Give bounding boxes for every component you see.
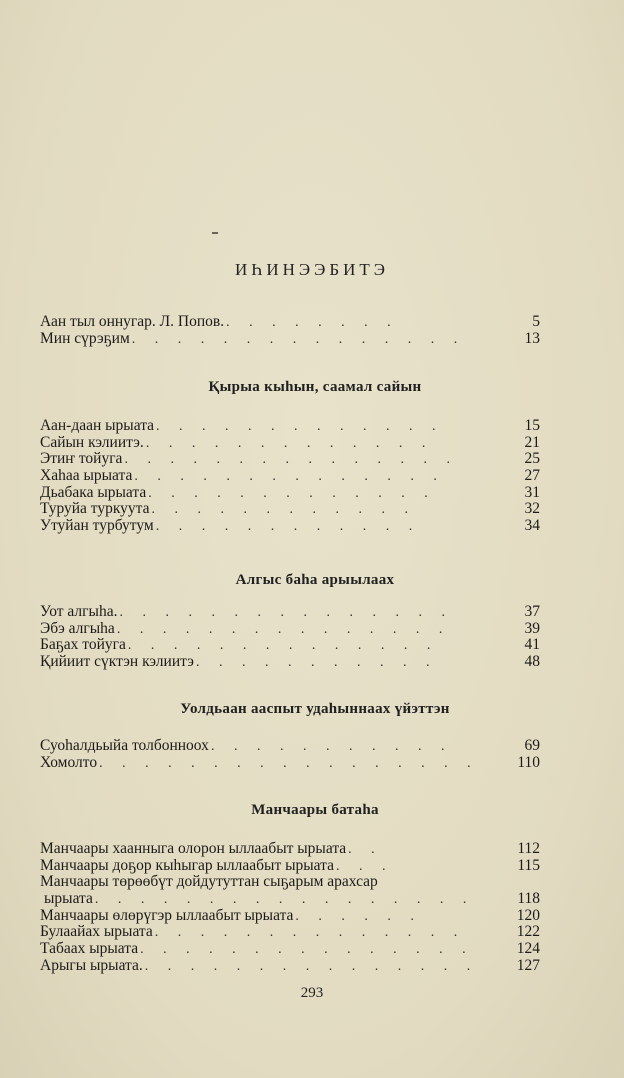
toc-entry (40, 841, 540, 858)
toc-entry-title: Мин сүрэҕим (40, 329, 130, 347)
toc-entry-title: Уот алгыһа. (40, 603, 118, 620)
toc-entry (40, 314, 540, 331)
toc-entry-page: 25 (524, 450, 540, 468)
toc-section-3 (40, 738, 540, 771)
toc-leader-dots: . . . . . . . . . . . . (151, 502, 417, 518)
toc-entry-page: 118 (517, 890, 540, 908)
toc-entry-title: Сайын кэлиитэ. (40, 433, 144, 451)
toc-leader-dots: . . . . . . . . . . . . . (156, 419, 444, 434)
toc-entry-title: Табаах ырыата (40, 940, 139, 958)
toc-entry (40, 924, 540, 941)
toc-leader-dots: . . . . . . . . . . . . . (148, 485, 436, 501)
toc-leader-dots: . . . . . . . . . . . . . . . . . (94, 892, 475, 908)
toc-entry (40, 621, 540, 638)
toc-leader-dots: . . . . . . . . . . . . . . . (131, 331, 466, 347)
toc-entry (40, 755, 540, 772)
toc-entry-title: Аан тыл оннугар. Л. Попов. (40, 313, 225, 330)
toc-entry (40, 435, 540, 452)
toc-entry (40, 468, 540, 485)
toc-entry-title: Этиҥ тойуга (40, 450, 123, 468)
toc-entry-title: ырыата (44, 890, 93, 908)
toc-entry-title: Манчаары хаанныга олорон ыллаабыт ырыата (40, 840, 347, 857)
toc-entry (40, 331, 540, 348)
toc-entry-page: 110 (517, 753, 540, 771)
toc-leader-dots: . . . . . . . . (226, 315, 399, 330)
toc-leader-dots: . . . . . . . . . . . . . . . (124, 452, 458, 468)
toc-entry-title: Булаайах ырыата (40, 923, 153, 941)
toc-entry-title: Эбэ алгыһа (40, 619, 115, 637)
toc-entry-page: 32 (524, 500, 540, 518)
toc-entry-page: 27 (524, 467, 540, 485)
toc-entry-page: 69 (524, 737, 540, 754)
toc-section-4 (40, 841, 540, 975)
toc-entry-title: Утуйан турбутум (40, 517, 154, 535)
toc-entry-title: Туруйа туркуута (40, 500, 150, 518)
toc-entry (40, 891, 540, 908)
toc-entry-page: 37 (524, 603, 540, 620)
toc-leader-dots: . . . . . . . . . . . . . . . (116, 621, 451, 637)
toc-entry-title: Суоһалдьыйа толбонноох (40, 737, 209, 754)
toc-leader-dots: . . (348, 842, 383, 857)
toc-entry-page: 127 (516, 956, 540, 974)
toc-entry-page: 115 (517, 856, 540, 874)
toc-entry-title: Баҕах тойуга (40, 636, 126, 654)
toc-leader-dots: . . . . . . . . . . . (210, 739, 453, 754)
toc-leader-dots: . . . . . . (295, 908, 422, 924)
page-mark (212, 232, 218, 234)
toc-entry (40, 654, 540, 671)
toc-entry-page: 5 (532, 313, 540, 330)
toc-entry-title: Арыгы ырыата. (40, 956, 143, 974)
section-heading: Алгыс баһа арыылаах (235, 572, 395, 588)
toc-entry-page: 48 (524, 653, 540, 671)
toc-leader-dots: . . . . . . . . . . . . . . . (140, 942, 474, 958)
section-heading: Қырыа кыһын, саамал сайын (208, 379, 422, 395)
toc-entry (40, 908, 540, 925)
section-heading: Уолдьаан ааспыт удаһыннаах үйэттэн (180, 701, 450, 717)
toc-leader-dots: . . . . . . . . . . . . . . (127, 638, 439, 654)
toc-entry (40, 738, 540, 755)
toc-leader-dots: . . . . . . . . . . . . . . (154, 925, 466, 941)
toc-leader-dots: . . . . . . . . . . . . . . . . . (99, 755, 479, 771)
toc-entry-title: Манчаары төрөөбүт дойдутуттан сыҕарым арахсар (40, 873, 378, 891)
toc-entry-page: 112 (517, 840, 540, 857)
toc-leader-dots: . . . . . . . . . . . . . (145, 435, 434, 451)
toc-entry-title: Аан-даан ырыата (40, 417, 155, 434)
toc-entry-page: 122 (516, 923, 540, 941)
page-title: ИҺИНЭЭБИТЭ (235, 260, 389, 279)
toc-entry-page: 21 (524, 433, 540, 451)
toc-leader-dots: . . . . . . . . . . . . . . . (119, 605, 453, 620)
toc-entry-title: Хаһаа ырыата (40, 467, 133, 485)
toc-leader-dots: . . . . . . . . . . . . . . . (144, 958, 479, 974)
toc-intro (40, 314, 540, 347)
toc-entry-title: Қийиит сүктэн кэлиитэ (40, 653, 194, 671)
toc-entry (40, 485, 540, 502)
toc-entry-title: Манчаары доҕор кыһыгар ыллаабыт ырыата (40, 856, 335, 874)
toc-entry-page: 13 (524, 329, 540, 347)
toc-section-1 (40, 418, 540, 535)
toc-leader-dots: . . . . . . . . . . . (195, 655, 438, 671)
toc-entry-page: 124 (516, 940, 540, 958)
toc-entry (40, 418, 540, 435)
toc-entry-page: 39 (524, 619, 540, 637)
toc-entry-page: 31 (524, 483, 540, 501)
toc-entry-title: Хомолто (40, 753, 98, 771)
toc-entry-page: 41 (524, 636, 540, 654)
section-heading: Манчаары батаһа (251, 802, 379, 818)
toc-entry (40, 858, 540, 875)
page-number: 293 (300, 985, 324, 1001)
toc-leader-dots: . . . . . . . . . . . . (155, 519, 421, 535)
toc-entry (40, 604, 540, 621)
toc-entry-title: Манчаары өлөрүгэр ыллаабыт ырыата (40, 906, 294, 924)
toc-entry-page: 120 (516, 906, 540, 924)
toc-section-2 (40, 604, 540, 671)
toc-entry (40, 874, 540, 891)
toc-leader-dots: . . . . . . . . . . . . . . (134, 469, 445, 485)
toc-entry (40, 501, 540, 518)
toc-entry (40, 941, 540, 958)
toc-entry-page: 34 (524, 517, 540, 535)
toc-entry (40, 518, 540, 535)
toc-leader-dots: . . . (336, 858, 394, 874)
toc-entry (40, 637, 540, 654)
toc-entry-page: 15 (524, 417, 540, 434)
toc-entry-title: Дьабака ырыата (40, 483, 147, 501)
toc-entry (40, 958, 540, 975)
toc-entry (40, 451, 540, 468)
